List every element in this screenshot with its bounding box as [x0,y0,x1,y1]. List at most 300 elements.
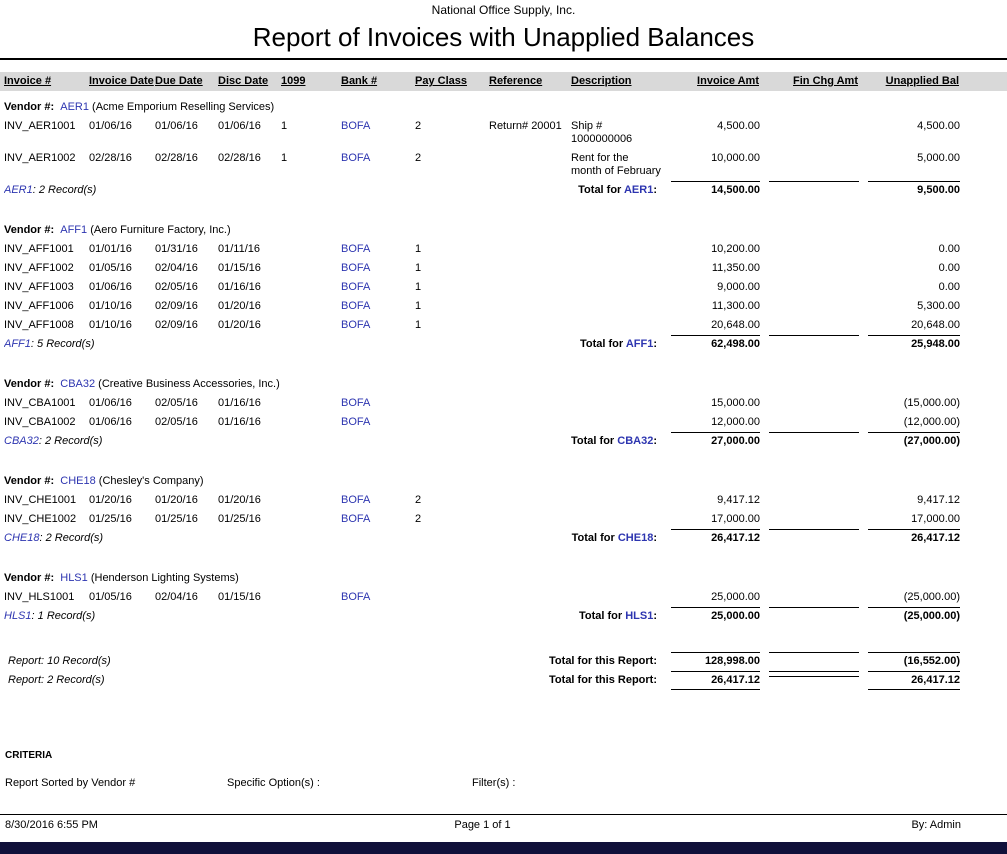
vendor-code-link[interactable]: CHE18 [617,532,654,544]
cell-total_fin_chg_amt [761,432,860,451]
table-header [4,72,961,91]
cell-fin_chg_amt [761,240,860,259]
cell-fin_chg_amt [761,259,860,278]
report-table-body [4,91,961,693]
cell-ten99 [281,240,341,259]
cell-bank[interactable]: BOFA [341,262,371,274]
cell-reference [489,149,571,181]
invoice-row [4,117,961,149]
vendor-total-amount [769,432,859,435]
vendor-total-label [341,432,663,451]
cell-description: Ship # 1000000006 [571,120,633,145]
cell-total_invoice_amt [663,335,761,354]
vendor-header-cell [4,97,961,117]
vendor-record-count [4,529,341,548]
cell-disc_date: 01/16/16 [218,397,261,409]
total-label-colon: : [653,338,657,350]
cell-unapplied_bal: 5,000.00 [917,152,960,164]
vendor-code-link[interactable]: AER1 [60,101,89,113]
vendor-total-label [341,607,663,626]
cell-report-unapplied_bal [860,652,961,671]
vendor-total-amount [769,181,859,184]
vendor-name: (Acme Emporium Reselling Services) [89,101,275,113]
cell-fin_chg_amt [761,316,860,335]
cell-invoice_date: 01/25/16 [89,513,132,525]
cell-total_unapplied_bal [860,529,961,548]
table-header-row [4,72,961,91]
cell-pay_class: 2 [415,120,422,132]
cell-due_date: 01/25/16 [155,513,198,525]
vendor-record-count [4,607,341,626]
invoice-table [4,72,961,693]
cell-total_fin_chg_amt [761,607,860,626]
cell-invoice_amt: 4,500.00 [717,120,760,132]
vendor-total-amount: 27,000.00 [671,432,760,448]
cell-fin_chg_amt [761,117,860,149]
vendor-total-amount: 25,000.00 [671,607,760,623]
cell-invoice_amt: 15,000.00 [711,397,760,409]
cell-ten99: 1 [281,120,288,132]
vendor-label: Vendor #: [4,572,61,584]
cell-ten99 [281,588,341,607]
report-total-label: Total for this Report: [549,655,657,667]
cell-due_date: 02/05/16 [155,281,198,293]
vendor-total-row [4,607,961,626]
cell-bank[interactable]: BOFA [341,591,371,603]
record-count-text: : 2 Record(s) [32,184,97,196]
invoice-row [4,413,961,432]
cell-unapplied_bal: (12,000.00) [903,416,960,428]
cell-fin_chg_amt [761,278,860,297]
footer-datetime: 8/30/2016 6:55 PM [5,819,98,831]
vendor-name: (Aero Furniture Factory, Inc.) [87,224,231,236]
company-name: National Office Supply, Inc. [431,3,576,17]
cell-invoice_amt: 12,000.00 [711,416,760,428]
vendor-total-row [4,529,961,548]
cell-invoice: INV_HLS1001 [4,591,75,603]
cell-bank[interactable]: BOFA [341,243,371,255]
cell-pay_class: 1 [415,243,422,255]
section-spacer [4,626,961,646]
cell-ten99: 1 [281,152,288,164]
col-invoice-amt: Invoice Amt [697,75,759,87]
title-divider [0,58,1007,60]
cell-disc_date: 01/11/16 [218,243,261,255]
invoice-row [4,510,961,529]
cell-unapplied_bal: 17,000.00 [911,513,960,525]
cell-pay_class [415,413,489,432]
cell-total_invoice_amt [663,181,761,200]
cell-ten99 [281,316,341,335]
cell-invoice_date: 01/01/16 [89,243,132,255]
cell-ten99 [281,510,341,529]
cell-invoice: INV_CBA1001 [4,397,76,409]
vendor-total-amount: 62,498.00 [671,335,760,351]
report-total-amount: 128,998.00 [671,652,760,668]
total-label-colon: : [653,532,657,544]
col-fin-chg-amt: Fin Chg Amt [793,75,858,87]
cell-invoice: INV_AER1001 [4,120,76,132]
cell-total_fin_chg_amt [761,181,860,200]
vendor-total-label [341,181,663,200]
cell-description [571,240,663,259]
total-label-prefix: Total for [571,435,618,447]
cell-description [571,278,663,297]
cell-invoice_amt: 10,000.00 [711,152,760,164]
cell-due_date: 01/20/16 [155,494,198,506]
criteria-sorted-by: Report Sorted by Vendor # [5,777,136,789]
cell-bank[interactable]: BOFA [341,281,371,293]
spacer-cell [4,451,961,471]
cell-fin_chg_amt [761,297,860,316]
report-total-amount: (16,552.00) [868,652,960,668]
cell-invoice_date: 02/28/16 [89,152,132,164]
record-count-text: : 2 Record(s) [39,532,104,544]
vendor-record-count [4,181,341,200]
invoice-row [4,316,961,335]
vendor-total-amount: (25,000.00) [868,607,960,623]
cell-invoice: INV_CBA1002 [4,416,76,428]
cell-due_date: 02/09/16 [155,319,198,331]
cell-invoice: INV_CHE1002 [4,513,77,525]
cell-ten99 [281,491,341,510]
cell-due_date: 02/04/16 [155,262,198,274]
cell-unapplied_bal: 9,417.12 [917,494,960,506]
cell-pay_class: 2 [415,494,422,506]
invoice-row [4,240,961,259]
report-total-label: Total for this Report: [549,674,657,686]
cell-bank[interactable]: BOFA [341,494,371,506]
cell-disc_date: 01/20/16 [218,494,261,506]
cell-reference [489,278,571,297]
cell-unapplied_bal: 20,648.00 [911,319,960,331]
cell-due_date: 01/06/16 [155,120,198,132]
vendor-code-link[interactable]: AER1 [623,184,654,196]
cell-invoice_date: 01/05/16 [89,262,132,274]
section-spacer [4,548,961,568]
cell-reference [489,491,571,510]
cell-fin_chg_amt [761,491,860,510]
vendor-header-row [4,374,961,394]
cell-description [571,588,663,607]
col-reference: Reference [489,75,543,87]
cell-invoice_amt: 11,300.00 [711,300,760,312]
criteria-row [5,777,962,791]
report-total-row [4,652,961,671]
record-count-text: : 5 Record(s) [30,338,95,350]
cell-description [571,413,663,432]
vendor-total-amount: (27,000.00) [868,432,960,448]
section-spacer [4,354,961,374]
cell-description [571,510,663,529]
page-footer [4,819,961,834]
section-spacer [4,200,961,220]
section-spacer [4,451,961,471]
cell-pay_class: 1 [415,300,422,312]
report-total-amount [769,652,859,655]
cell-disc_date: 01/20/16 [218,300,261,312]
cell-fin_chg_amt [761,149,860,181]
cell-invoice_amt: 9,417.12 [717,494,760,506]
cell-pay_class: 1 [415,262,422,274]
bottom-bar [0,842,1007,854]
cell-invoice_date: 01/06/16 [89,281,132,293]
cell-bank[interactable]: BOFA [341,120,371,132]
vendor-code-link[interactable]: HLS1 [625,610,654,622]
cell-invoice: INV_AER1002 [4,152,76,164]
col-invoice-date: Invoice Date [89,75,154,87]
cell-invoice: INV_CHE1001 [4,494,77,506]
cell-pay_class: 1 [415,319,422,331]
vendor-total-row [4,335,961,354]
cell-due_date: 02/09/16 [155,300,198,312]
cell-total_unapplied_bal [860,607,961,626]
cell-description [571,394,663,413]
cell-pay_class [415,588,489,607]
vendor-code-link[interactable]: HLS1 [60,572,88,584]
cell-fin_chg_amt [761,413,860,432]
vendor-header-cell [4,220,961,240]
cell-fin_chg_amt [761,510,860,529]
spacer-cell [4,626,961,646]
col-description: Description [571,75,632,87]
vendor-label: Vendor #: [4,101,61,113]
footer-page-number: Page 1 of 1 [454,819,511,831]
total-label-colon: : [653,184,657,196]
vendor-total-amount: 14,500.00 [671,181,760,197]
cell-reference [489,510,571,529]
vendor-label: Vendor #: [4,475,61,487]
vendor-total-label [341,529,663,548]
cell-total_unapplied_bal [860,181,961,200]
vendor-name: (Henderson Lighting Systems) [87,572,239,584]
cell-reference [489,259,571,278]
cell-due_date: 01/31/16 [155,243,198,255]
cell-total_invoice_amt [663,607,761,626]
vendor-total-amount: 25,948.00 [868,335,960,351]
cell-invoice_date: 01/05/16 [89,591,132,603]
record-count-text: : 1 Record(s) [31,610,96,622]
cell-pay_class: 2 [415,513,422,525]
cell-invoice_date: 01/06/16 [89,120,132,132]
cell-disc_date: 01/15/16 [218,591,261,603]
cell-reference [489,297,571,316]
cell-description [571,316,663,335]
cell-bank[interactable]: BOFA [341,416,371,428]
vendor-code-link[interactable]: CBA32 [4,435,39,447]
report-total-amount: 26,417.12 [868,671,960,690]
cell-report-unapplied_bal [860,671,961,693]
vendor-code-link[interactable]: AFF1 [4,338,31,350]
cell-bank[interactable]: BOFA [341,300,371,312]
col-invoice-number: Invoice # [4,75,52,87]
vendor-header-row [4,97,961,117]
vendor-record-count [4,432,341,451]
vendor-code-link[interactable]: AFF1 [60,224,88,236]
cell-disc_date: 01/06/16 [218,120,261,132]
invoice-row [4,491,961,510]
cell-invoice_amt: 20,648.00 [711,319,760,331]
cell-total_unapplied_bal [860,335,961,354]
cell-report-fin_chg_amt [761,652,860,671]
cell-invoice_date: 01/06/16 [89,416,132,428]
cell-due_date: 02/05/16 [155,416,198,428]
cell-disc_date: 01/25/16 [218,513,261,525]
cell-pay_class: 1 [415,281,422,293]
report-record-count: Report: 10 Record(s) [8,655,111,667]
vendor-header-row [4,471,961,491]
cell-reference [489,316,571,335]
invoice-row [4,149,961,181]
cell-disc_date: 01/15/16 [218,262,261,274]
vendor-code-link[interactable]: AFF1 [625,338,654,350]
col-unapplied-bal: Unapplied Bal [885,75,959,87]
cell-disc_date: 01/16/16 [218,416,261,428]
vendor-header-cell [4,374,961,394]
cell-report-fin_chg_amt [761,671,860,693]
vendor-header-cell [4,568,961,588]
cell-invoice_amt: 25,000.00 [711,591,760,603]
vendor-code-link[interactable]: CHE18 [4,532,40,544]
spacer-cell [4,548,961,568]
cell-invoice_date: 01/10/16 [89,319,132,331]
cell-fin_chg_amt [761,588,860,607]
total-label-colon: : [653,435,657,447]
cell-invoice: INV_AFF1002 [4,262,74,274]
vendor-total-amount [769,335,859,338]
vendor-total-row [4,432,961,451]
vendor-total-label [341,335,663,354]
col-pay-class: Pay Class [415,75,467,87]
cell-ten99 [281,278,341,297]
total-label-prefix: Total for [578,184,624,196]
cell-ten99 [281,413,341,432]
cell-pay_class [415,394,489,413]
vendor-code-link[interactable]: CHE18 [60,475,96,487]
vendor-code-link[interactable]: CBA32 [60,378,96,390]
footer-author: By: Admin [911,819,961,831]
cell-ten99 [281,394,341,413]
cell-description [571,491,663,510]
cell-description [571,297,663,316]
vendor-label: Vendor #: [4,378,61,390]
spacer-cell [4,200,961,220]
report-title: Report of Invoices with Unapplied Balances [252,22,755,52]
spacer-cell [4,354,961,374]
invoice-row [4,278,961,297]
vendor-total-amount [769,607,859,610]
cell-total_fin_chg_amt [761,529,860,548]
cell-invoice: INV_AFF1006 [4,300,74,312]
report-total-amount [769,671,859,677]
cell-unapplied_bal: 4,500.00 [917,120,960,132]
cell-reference [489,240,571,259]
cell-ten99 [281,259,341,278]
vendor-total-amount: 26,417.12 [671,529,760,545]
total-label-prefix: Total for [580,338,626,350]
cell-invoice_amt: 9,000.00 [717,281,760,293]
col-bank-number: Bank # [341,75,378,87]
cell-due_date: 02/28/16 [155,152,198,164]
vendor-name: (Chesley's Company) [95,475,204,487]
cell-pay_class: 2 [415,152,422,164]
col-1099: 1099 [281,75,306,87]
cell-unapplied_bal: 0.00 [938,281,960,293]
vendor-header-cell [4,471,961,491]
report-record-count: Report: 2 Record(s) [8,674,105,686]
vendor-code-link[interactable]: HLS1 [4,610,32,622]
cell-report-invoice_amt [663,671,761,693]
cell-unapplied_bal: (15,000.00) [903,397,960,409]
cell-bank[interactable]: BOFA [341,513,371,525]
vendor-header-row [4,568,961,588]
invoice-row [4,588,961,607]
footer-divider [0,814,1007,815]
invoice-row [4,259,961,278]
total-label-prefix: Total for [578,610,626,622]
cell-reference [489,413,571,432]
total-label-colon: : [653,610,657,622]
cell-total_invoice_amt [663,529,761,548]
cell-unapplied_bal: 5,300.00 [917,300,960,312]
col-disc-date: Disc Date [218,75,269,87]
report-total-row [4,671,961,693]
criteria-filters: Filter(s) : [472,777,516,789]
cell-unapplied_bal: (25,000.00) [903,591,960,603]
cell-due_date: 02/04/16 [155,591,198,603]
vendor-code-link[interactable]: CBA32 [617,435,654,447]
invoice-row [4,394,961,413]
cell-bank[interactable]: BOFA [341,152,371,164]
cell-total_invoice_amt [663,432,761,451]
cell-description [571,259,663,278]
cell-report-invoice_amt [663,652,761,671]
cell-bank[interactable]: BOFA [341,319,371,331]
cell-disc_date: 01/16/16 [218,281,261,293]
vendor-record-count [4,335,341,354]
cell-bank[interactable]: BOFA [341,397,371,409]
vendor-code-link[interactable]: AER1 [4,184,33,196]
report-total-amount: 26,417.12 [671,671,760,690]
criteria-specific-options: Specific Option(s) : [227,777,320,789]
cell-unapplied_bal: 0.00 [938,243,960,255]
vendor-total-amount [769,529,859,532]
criteria-section [5,750,962,791]
cell-unapplied_bal: 0.00 [938,262,960,274]
cell-disc_date: 02/28/16 [218,152,261,164]
cell-invoice: INV_AFF1003 [4,281,74,293]
vendor-total-amount: 26,417.12 [868,529,960,545]
cell-fin_chg_amt [761,394,860,413]
cell-invoice_amt: 17,000.00 [711,513,760,525]
cell-reference [489,394,571,413]
col-due-date: Due Date [155,75,203,87]
cell-total_fin_chg_amt [761,335,860,354]
cell-invoice: INV_AFF1001 [4,243,74,255]
total-label-prefix: Total for [571,532,618,544]
invoice-row [4,297,961,316]
cell-ten99 [281,297,341,316]
cell-total_unapplied_bal [860,432,961,451]
vendor-name: (Creative Business Accessories, Inc.) [95,378,280,390]
cell-invoice_amt: 10,200.00 [711,243,760,255]
cell-reference [489,588,571,607]
cell-due_date: 02/05/16 [155,397,198,409]
cell-reference: Return# 20001 [489,120,562,132]
vendor-header-row [4,220,961,240]
vendor-total-amount: 9,500.00 [868,181,960,197]
cell-invoice_date: 01/06/16 [89,397,132,409]
